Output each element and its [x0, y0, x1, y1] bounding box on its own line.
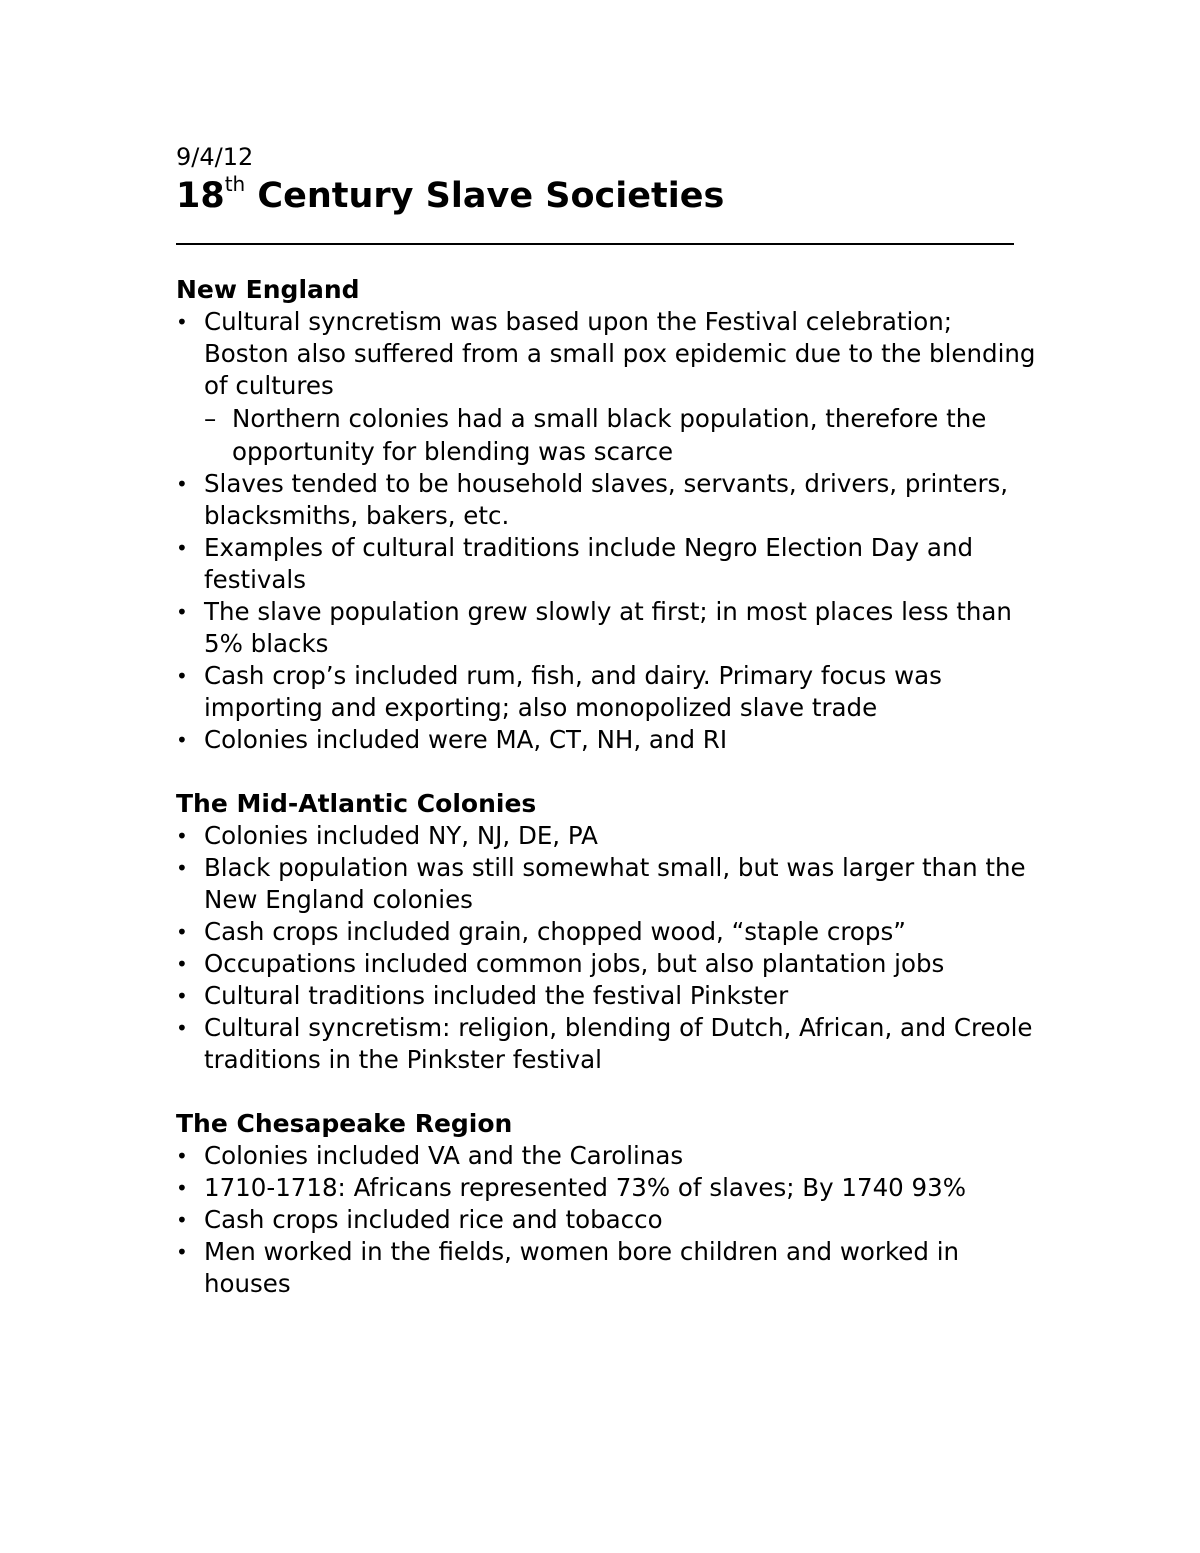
document-date: 9/4/12: [176, 143, 254, 171]
list-item-text: Cultural syncretism: religion, blending of Dutch, African, and Creole traditions in the Pinkster festival: [204, 1013, 1033, 1074]
list-item-text: Occupations included common jobs, but also plantation jobs: [204, 949, 945, 978]
bullet-icon: •: [176, 600, 188, 624]
section-mid-atlantic: [176, 788, 1036, 1076]
sub-list-item: [204, 402, 1036, 468]
bullet-icon: •: [176, 1144, 188, 1168]
bullet-icon: •: [176, 952, 188, 976]
list-item-text: Examples of cultural traditions include Negro Election Day and festivals: [204, 533, 974, 594]
list-item: [176, 468, 1036, 532]
list-item-text: Cash crops included grain, chopped wood, “staple crops”: [204, 917, 906, 946]
bullet-icon: •: [176, 1016, 188, 1040]
bullet-icon: •: [176, 1240, 188, 1264]
bullet-list: [176, 1140, 1036, 1300]
list-item-text: Colonies included VA and the Carolinas: [204, 1141, 684, 1170]
title-divider: [176, 243, 1014, 245]
list-item: [176, 1012, 1036, 1076]
section-chesapeake: [176, 1108, 1036, 1300]
bullet-icon: •: [176, 310, 188, 334]
list-item: [176, 532, 1036, 596]
title-superscript: th: [224, 172, 246, 196]
list-item: [176, 852, 1036, 916]
list-item-text: Cultural traditions included the festival Pinkster: [204, 981, 789, 1010]
dash-icon: –: [204, 404, 217, 433]
section-heading: New England: [176, 275, 360, 304]
bullet-icon: •: [176, 856, 188, 880]
list-item-text: Cash crops included rice and tobacco: [204, 1205, 663, 1234]
list-item: [176, 916, 1036, 948]
section-heading: The Mid-Atlantic Colonies: [176, 789, 537, 818]
bullet-icon: •: [176, 664, 188, 688]
list-item: [176, 1172, 1036, 1204]
section-heading: The Chesapeake Region: [176, 1109, 513, 1138]
list-item-text: 1710-1718: Africans represented 73% of slaves; By 1740 93%: [204, 1173, 966, 1202]
bullet-list: [176, 820, 1036, 1076]
list-item: [176, 820, 1036, 852]
list-item-text: Slaves tended to be household slaves, servants, drivers, printers, blacksmiths, bakers, etc.: [204, 469, 1009, 530]
list-item: [176, 1236, 1036, 1300]
list-item: [176, 1140, 1036, 1172]
list-item-text: Colonies included NY, NJ, DE, PA: [204, 821, 598, 850]
list-item-text: Colonies included were MA, CT, NH, and RI: [204, 725, 728, 754]
document-page: [176, 140, 1036, 1332]
list-item: [176, 948, 1036, 980]
bullet-icon: •: [176, 984, 188, 1008]
list-item: [176, 596, 1036, 660]
sub-list-item-text: Northern colonies had a small black population, therefore the opportunity for blending was scarce: [232, 404, 987, 466]
sub-list: [204, 402, 1036, 468]
list-item-text: Cultural syncretism was based upon the Festival celebration; Boston also suffered from a small pox epidemic due to the blending of cultures: [204, 307, 1036, 400]
list-item-text: Men worked in the fields, women bore children and worked in houses: [204, 1237, 960, 1298]
bullet-icon: •: [176, 1176, 188, 1200]
list-item-text: Black population was still somewhat small, but was larger than the New England colonies: [204, 853, 1026, 914]
list-item: [176, 306, 1036, 468]
list-item: [176, 660, 1036, 724]
title-text: Century Slave Societies: [245, 176, 725, 216]
list-item: [176, 1204, 1036, 1236]
bullet-icon: •: [176, 1208, 188, 1232]
bullet-icon: •: [176, 920, 188, 944]
bullet-icon: •: [176, 472, 188, 496]
list-item: [176, 980, 1036, 1012]
section-new-england: [176, 274, 1036, 756]
title-number: 18: [176, 176, 225, 216]
document-title: [176, 174, 1036, 218]
bullet-icon: •: [176, 824, 188, 848]
list-item-text: Cash crop’s included rum, fish, and dairy. Primary focus was importing and exporting; also monopolized slave trade: [204, 661, 942, 722]
bullet-icon: •: [176, 728, 188, 752]
list-item-text: The slave population grew slowly at first; in most places less than 5% blacks: [204, 597, 1012, 658]
bullet-icon: •: [176, 536, 188, 560]
list-item: [176, 724, 1036, 756]
bullet-list: [176, 306, 1036, 756]
